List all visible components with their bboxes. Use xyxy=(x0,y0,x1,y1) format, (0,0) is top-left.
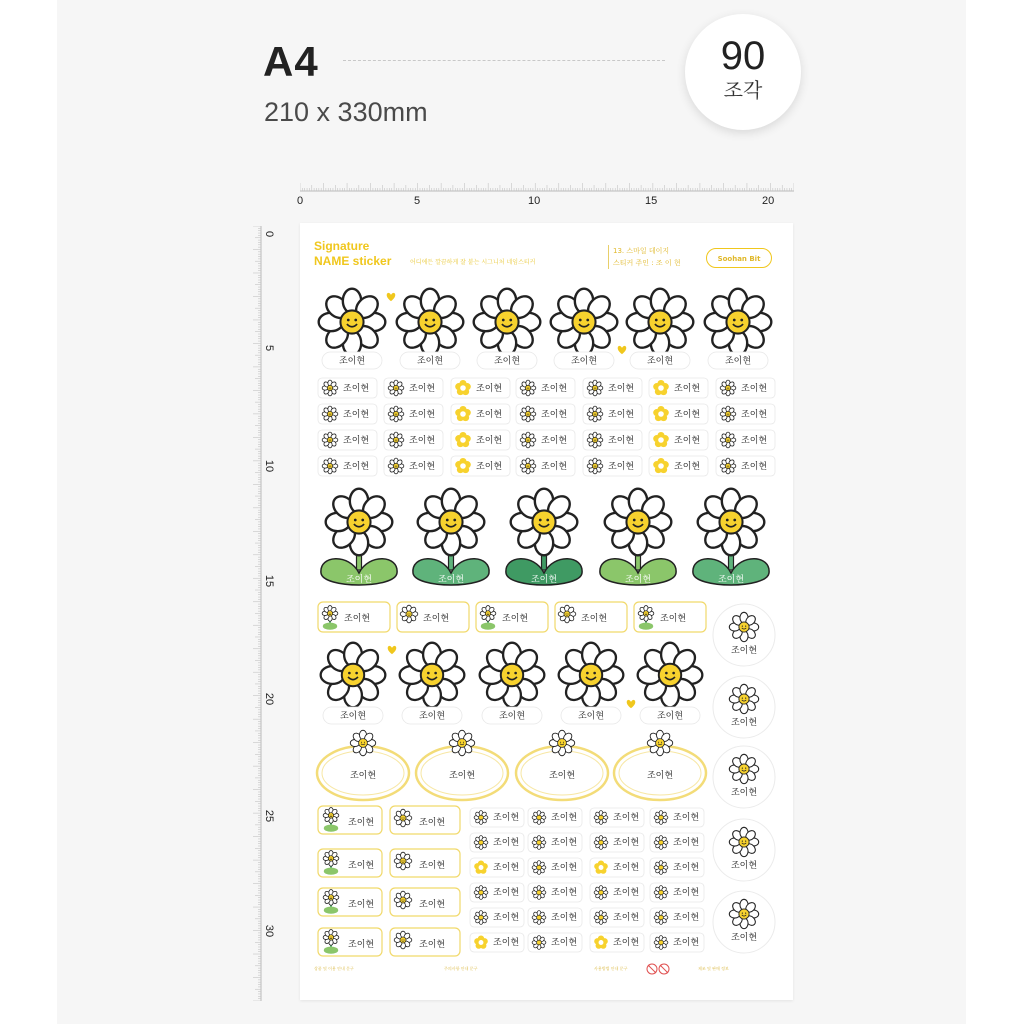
sticker-name-text: 조이현 xyxy=(673,913,700,924)
small-daisy-icon xyxy=(532,936,546,950)
sticker-name-text: 조이현 xyxy=(348,940,375,950)
sticker-name-text: 조이현 xyxy=(613,838,640,849)
sticker-name-text: 조이현 xyxy=(741,409,768,420)
heart-icon xyxy=(387,293,396,301)
sticker-name-text: 조이현 xyxy=(348,818,375,828)
piece-count-unit: 조각 xyxy=(723,78,763,102)
sticker-name-text: 조이현 xyxy=(730,861,758,871)
sticker-name-text: 조이현 xyxy=(646,356,674,367)
mini-daisy-icon xyxy=(322,606,338,622)
daisy-sticker xyxy=(559,643,624,708)
small-daisy-icon xyxy=(520,406,536,422)
sticker-name-text: 조이현 xyxy=(570,356,598,367)
small-daisy-icon xyxy=(322,458,338,474)
sticker-name-text: 조이현 xyxy=(674,409,701,420)
daisy-sticker xyxy=(480,643,545,708)
sticker-name-text: 조이현 xyxy=(493,863,520,874)
sticker-name-text: 조이현 xyxy=(338,356,366,367)
daisy-sticker xyxy=(638,643,703,708)
sticker-name-text: 조이현 xyxy=(741,461,768,472)
daisy-sticker xyxy=(474,289,541,356)
sticker-name-text: 조이현 xyxy=(551,813,578,824)
daisy-sticker xyxy=(319,289,386,356)
ruler-left-label: 0 xyxy=(263,230,276,238)
sticker-name-text: 조이현 xyxy=(416,356,444,367)
sticker-name-text: 조이현 xyxy=(541,435,568,446)
daisy-sticker xyxy=(400,643,465,708)
ruler-left-label: 25 xyxy=(263,809,276,823)
sticker-name-text: 조이현 xyxy=(493,813,520,824)
small-daisy-icon xyxy=(654,936,668,950)
sticker-name-text: 조이현 xyxy=(674,383,701,394)
daisy-sticker xyxy=(397,289,464,356)
sticker-name-text: 조이현 xyxy=(673,813,700,824)
sticker-name-text: 조이현 xyxy=(493,913,520,924)
ruler-top-label: 15 xyxy=(645,195,658,207)
sticker-name-text: 조이현 xyxy=(541,383,568,394)
sticker-name-text: 조이현 xyxy=(548,771,576,781)
sticker-name-text: 조이현 xyxy=(409,409,436,420)
round-daisy-plain-icon xyxy=(729,827,758,856)
footer-text: 상품 및 이용 안내 문구 xyxy=(314,966,354,971)
sticker-name-text: 조이현 xyxy=(730,718,758,728)
sticker-name-text: 조이현 xyxy=(608,409,635,420)
small-daisy-icon xyxy=(474,836,488,850)
sticker-name-text: 조이현 xyxy=(493,938,520,949)
sticker-name-text: 조이현 xyxy=(530,575,558,585)
mini-leaf xyxy=(324,825,338,832)
ruler-left-label: 30 xyxy=(263,924,276,938)
sticker-name-text: 조이현 xyxy=(613,813,640,824)
sticker-name-text: 조이현 xyxy=(349,771,377,781)
small-daisy-icon xyxy=(532,886,546,900)
sticker-name-text: 조이현 xyxy=(674,435,701,446)
round-daisy-icon xyxy=(729,899,758,928)
small-daisy-icon xyxy=(322,406,338,422)
sticker-name-text: 조이현 xyxy=(493,838,520,849)
sticker-name-text: 조이현 xyxy=(673,938,700,949)
footer-text: 제조 및 판매 정보 xyxy=(698,966,729,971)
sticker-name-text: 조이현 xyxy=(741,383,768,394)
sticker-name-text: 조이현 xyxy=(343,461,370,472)
small-daisy-icon xyxy=(594,836,608,850)
dotted-divider xyxy=(343,60,665,61)
mini-leaf xyxy=(324,907,338,914)
small-daisy-icon xyxy=(520,458,536,474)
small-daisy-icon xyxy=(654,836,668,850)
sticker-name-text: 조이현 xyxy=(419,940,446,950)
sticker-name-text: 조이현 xyxy=(339,711,367,722)
sticker-name-text: 조이현 xyxy=(409,461,436,472)
sticker-name-text: 조이현 xyxy=(541,461,568,472)
small-daisy-icon xyxy=(322,380,338,396)
oval-daisy-icon xyxy=(549,730,574,755)
small-daisy-icon xyxy=(388,406,404,422)
small-daisy-icon xyxy=(520,380,536,396)
small-daisy-icon xyxy=(388,458,404,474)
mini-daisy-icon xyxy=(638,606,654,622)
mini-daisy-icon xyxy=(323,930,339,946)
large-daisy-icon xyxy=(698,489,765,556)
small-daisy-icon xyxy=(532,911,546,925)
large-daisy-icon xyxy=(511,489,578,556)
mini-leaf xyxy=(639,623,653,630)
sticker-name-text: 조이현 xyxy=(343,409,370,420)
mini-leaf xyxy=(324,868,338,875)
small-daisy-icon xyxy=(322,432,338,448)
small-daisy-icon xyxy=(720,458,736,474)
sticker-name-text: 조이현 xyxy=(551,888,578,899)
daisy-sticker xyxy=(321,643,386,708)
daisy-sticker xyxy=(551,289,618,356)
small-daisy-icon xyxy=(587,432,603,448)
small-daisy-icon xyxy=(474,811,488,825)
sticker-name-text: 조이현 xyxy=(613,938,640,949)
sticker-name-text: 조이현 xyxy=(343,435,370,446)
sticker-name-text: 조이현 xyxy=(673,863,700,874)
sticker-name-text: 조이현 xyxy=(613,863,640,874)
large-daisy-icon xyxy=(418,489,485,556)
brand-title-line1: Signature xyxy=(314,239,370,253)
small-daisy-icon xyxy=(587,458,603,474)
sticker-name-text: 조이현 xyxy=(418,711,446,722)
sheet-info-design: 13. 스마일 데이지 xyxy=(613,247,670,255)
small-daisy-icon xyxy=(594,886,608,900)
mini-daisy-icon xyxy=(323,851,339,867)
sticker-name-text: 조이현 xyxy=(541,409,568,420)
sticker-artwork xyxy=(300,223,793,1000)
oval-daisy-icon xyxy=(350,730,375,755)
paper-dimensions: 210 x 330mm xyxy=(264,97,428,127)
ruler-left-label: 15 xyxy=(263,574,276,588)
sticker-name-text: 조이현 xyxy=(741,435,768,446)
small-daisy-icon xyxy=(388,380,404,396)
daisy-sticker xyxy=(627,289,694,356)
oval-daisy-icon xyxy=(449,730,474,755)
sheet-info-owner: 스티커 주인 : 조 이 현 xyxy=(613,259,681,267)
sticker-name-text: 조이현 xyxy=(476,461,503,472)
sticker-name-text: 조이현 xyxy=(419,900,446,910)
sticker-name-text: 조이현 xyxy=(476,435,503,446)
paper-size-title: A4 xyxy=(263,38,319,85)
small-daisy-icon xyxy=(520,432,536,448)
sticker-name-text: 조이현 xyxy=(730,646,758,656)
sticker-name-text: 조이현 xyxy=(409,435,436,446)
small-daisy-icon xyxy=(720,406,736,422)
label-daisy-icon xyxy=(394,931,412,949)
sticker-name-text: 조이현 xyxy=(724,356,752,367)
sticker-name-text: 조이현 xyxy=(577,711,605,722)
sticker-name-text: 조이현 xyxy=(624,575,652,585)
sticker-name-text: 조이현 xyxy=(730,788,758,798)
sticker-name-text: 조이현 xyxy=(343,383,370,394)
sticker-name-text: 조이현 xyxy=(613,888,640,899)
sticker-name-text: 조이현 xyxy=(646,771,674,781)
sticker-name-text: 조이현 xyxy=(502,614,529,624)
sticker-name-text: 조이현 xyxy=(608,435,635,446)
vertical-ruler xyxy=(252,226,262,1001)
sticker-name-text: 조이현 xyxy=(674,461,701,472)
piece-count-badge xyxy=(685,14,801,130)
footer-text: 사용방법 안내 문구 xyxy=(594,966,628,971)
sticker-name-text: 조이현 xyxy=(348,900,375,910)
sticker-sheet xyxy=(300,223,793,1000)
sticker-name-text: 조이현 xyxy=(717,575,745,585)
round-daisy-icon xyxy=(729,612,758,641)
horizontal-ruler xyxy=(300,182,794,192)
sticker-name-text: 조이현 xyxy=(498,711,526,722)
small-daisy-icon xyxy=(654,811,668,825)
daisy-sticker xyxy=(705,289,772,356)
mini-daisy-icon xyxy=(558,605,576,623)
sticker-name-text: 조이현 xyxy=(409,383,436,394)
small-daisy-icon xyxy=(532,861,546,875)
ruler-left-label: 20 xyxy=(263,692,276,706)
sticker-name-text: 조이현 xyxy=(608,383,635,394)
sticker-name-text: 조이현 xyxy=(660,614,687,624)
sticker-name-text: 조이현 xyxy=(673,888,700,899)
ruler-left-label: 5 xyxy=(263,344,276,352)
label-daisy-icon xyxy=(394,891,412,909)
mini-leaf xyxy=(323,623,337,630)
sticker-name-text: 조이현 xyxy=(448,771,476,781)
sticker-name-text: 조이현 xyxy=(551,938,578,949)
sticker-name-text: 조이현 xyxy=(437,575,465,585)
round-daisy-plain-icon xyxy=(729,684,758,713)
label-daisy-icon xyxy=(394,809,412,827)
sticker-name-text: 조이현 xyxy=(551,913,578,924)
small-daisy-icon xyxy=(654,911,668,925)
mini-leaf xyxy=(481,623,495,630)
small-daisy-icon xyxy=(474,911,488,925)
round-daisy-icon xyxy=(729,754,758,783)
small-daisy-icon xyxy=(720,432,736,448)
small-daisy-icon xyxy=(594,811,608,825)
small-daisy-icon xyxy=(587,380,603,396)
mini-leaf xyxy=(324,947,338,954)
sticker-name-text: 조이현 xyxy=(613,913,640,924)
large-daisy-icon xyxy=(605,489,672,556)
ruler-top-label: 0 xyxy=(297,195,304,207)
sticker-name-text: 조이현 xyxy=(476,409,503,420)
ruler-top-label: 5 xyxy=(414,195,421,207)
mini-daisy-icon xyxy=(323,890,339,906)
sticker-name-text: 조이현 xyxy=(673,838,700,849)
small-daisy-icon xyxy=(594,911,608,925)
brand-subtitle: 어디에든 깔끔하게 잘 붙는 시그니처 네임스티커 xyxy=(410,259,536,266)
sticker-name-text: 조이현 xyxy=(348,861,375,871)
sticker-name-text: 조이현 xyxy=(608,461,635,472)
small-daisy-icon xyxy=(587,406,603,422)
label-daisy-icon xyxy=(394,852,412,870)
sticker-name-text: 조이현 xyxy=(551,838,578,849)
sticker-name-text: 조이현 xyxy=(493,356,521,367)
piece-count-number: 90 xyxy=(720,34,766,78)
heart-icon xyxy=(627,700,636,708)
oval-daisy-icon xyxy=(647,730,672,755)
sticker-name-text: 조이현 xyxy=(730,933,758,943)
small-daisy-icon xyxy=(532,811,546,825)
brand-title-line2: NAME sticker xyxy=(314,254,392,268)
footer-text: 주의사항 안내 문구 xyxy=(444,966,478,971)
sticker-name-text: 조이현 xyxy=(419,861,446,871)
small-daisy-icon xyxy=(654,861,668,875)
mini-daisy-icon xyxy=(480,606,496,622)
mini-daisy-icon xyxy=(323,808,339,824)
sticker-name-text: 조이현 xyxy=(493,888,520,899)
sticker-name-text: 조이현 xyxy=(423,614,450,624)
sticker-name-text: 조이현 xyxy=(581,614,608,624)
large-daisy-icon xyxy=(326,489,393,556)
heart-icon xyxy=(618,346,627,354)
sticker-name-text: 조이현 xyxy=(345,575,373,585)
sticker-name-text: 조이현 xyxy=(551,863,578,874)
small-daisy-icon xyxy=(388,432,404,448)
sticker-name-text: 조이현 xyxy=(344,614,371,624)
sticker-name-text: 조이현 xyxy=(656,711,684,722)
small-daisy-icon xyxy=(474,886,488,900)
ruler-left-label: 10 xyxy=(263,459,276,473)
ruler-top-label: 10 xyxy=(528,195,541,207)
mini-daisy-icon xyxy=(400,605,418,623)
small-daisy-icon xyxy=(720,380,736,396)
heart-icon xyxy=(388,646,397,654)
brand-logo: Soohan Bit xyxy=(706,248,772,268)
ruler-top-label: 20 xyxy=(762,195,775,207)
small-daisy-icon xyxy=(654,886,668,900)
sticker-name-text: 조이현 xyxy=(419,818,446,828)
sticker-name-text: 조이현 xyxy=(476,383,503,394)
small-daisy-icon xyxy=(532,836,546,850)
